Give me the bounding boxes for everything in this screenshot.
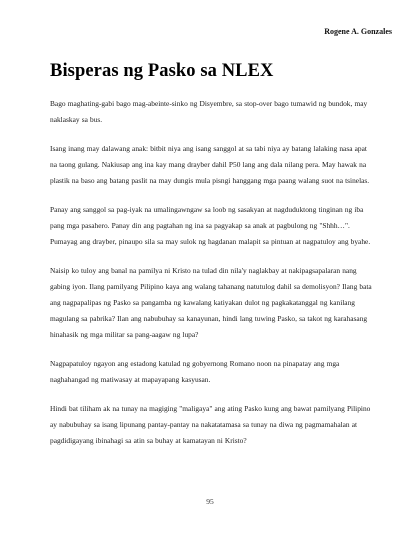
page-number: 95 [206,497,214,506]
paragraph-1: Bago maghating-gabi bago mag-abeinte-sinko ng Disyembre, sa stop-over bago tumawid ng bundok, may naklaskay sa bus. [50,99,368,124]
body-text [50,96,375,462]
paragraph-3: Panay ang sanggol sa pag-iyak na umalingawngaw sa loob ng sasakyan at nagduduktong tinginan ng iba pang mga pasahero. Panay din ang pagtahan ng ina sa pagyakap sa anak at pagbulong ng "Shhh…". Pumayag ang drayber, pinaupo sila sa may sulok ng hagdanan malapit sa pintuan at nagpatuloy ang byahe. [50,205,371,246]
paragraph-2: Isang inang may dalawang anak: bitbit niya ang isang sanggol at sa tabi niya ay batang lalaking nasa apat na taong gulang. Nakiusap ang ina kay mang drayber dahil P50 lang ang dala nilang pera. May hawak na plastik na baso ang batang paslit na may dungis mula pisngi hanggang mga paang walang suot na tsinelas. [50,144,370,185]
paragraph-6: Hindi bat tiliham ak na tunay na magiging "maligaya" ang ating Pasko kung ang bawat pamilyang Pilipino ay nabubuhay sa isang lipunang pantay-pantay na nakatatamasa sa tunay na diwa ng pagmamahalan at pagdidigayang ibinahagi sa atin sa buhay at kamatayan ni Kristo? [50,404,371,445]
chapter-title: Bisperas ng Pasko sa NLEX [50,61,274,81]
paragraph-5: Nagpapatuloy ngayon ang estadong katulad ng gobyernong Romano noon na pinapatay ang mga naghahangad ng matiwasay at mapayapang kasyusan. [50,359,340,384]
running-head-author: Rogene A. Gonzales [324,27,392,36]
paragraph-4: Naisip ko tuloy ang banal na pamilya ni Kristo na tulad din nila'y naglakbay at nakipagsapalaran nang gabing iyon. Ilang pamilyang Pilipino kaya ang walang tahanang natutulog dahil sa demolisyon? Ilang bata ang nagpapalipas ng Pasko sa pangamba ng kawalang katiyakan dulot ng pagkakatanggal ng kanilang magulang sa pabrika? Ilan ang nabubuhay sa kanayunan, hindi lang tuwing Pasko, sa takot ng karahasang hinahasik ng mga militar sa pang-aagaw ng lupa? [50,266,372,339]
